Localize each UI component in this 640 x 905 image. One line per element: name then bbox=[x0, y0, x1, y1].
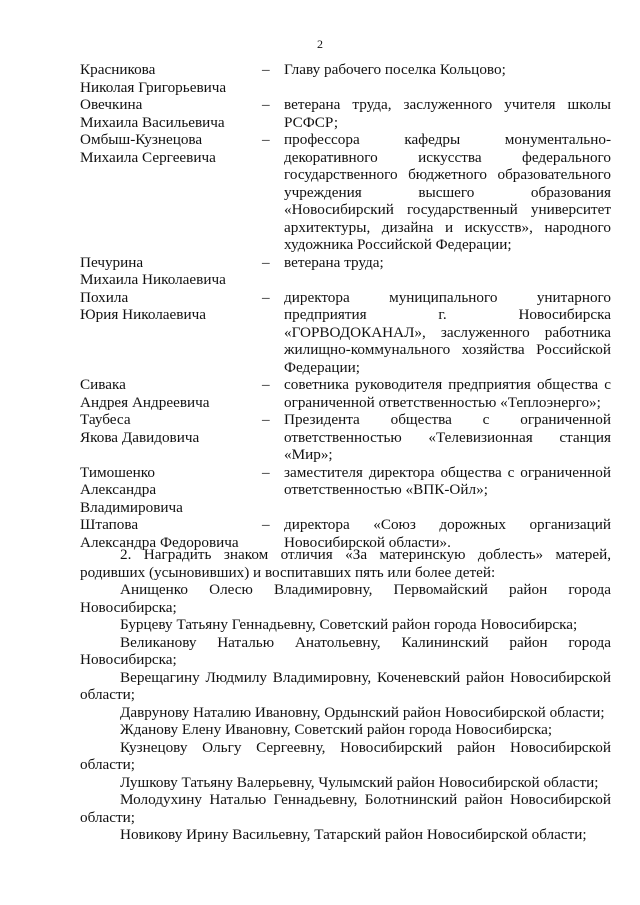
award-entry bbox=[80, 254, 611, 289]
recipient-given-names: Михаила Васильевича bbox=[80, 113, 225, 131]
dash-separator: – bbox=[262, 463, 270, 481]
recipient-title: заместителя директора общества с ограниченной ответственностью «ВПК-Ойл»; bbox=[284, 463, 611, 498]
mother-entry: Великанову Наталью Анатольевну, Калининский район города Новосибирска; bbox=[80, 633, 611, 668]
recipient-name bbox=[80, 376, 262, 411]
dash-separator: – bbox=[262, 516, 270, 533]
recipient-surname: Омбыш-Кузнецова bbox=[80, 131, 203, 148]
mother-entry: Жданову Елену Ивановну, Советский район города Новосибирска; bbox=[120, 721, 553, 738]
mother-entry: Даврунову Наталию Ивановну, Ордынский район Новосибирской области; bbox=[120, 703, 605, 721]
dash-separator: – bbox=[262, 376, 270, 393]
recipient-name bbox=[80, 254, 262, 289]
page-number: 2 bbox=[317, 37, 323, 51]
recipient-given-names: Андрея Андреевича bbox=[80, 393, 210, 411]
award-entry bbox=[80, 131, 611, 254]
recipient-name bbox=[80, 96, 262, 131]
section-2-intro: 2. Наградить знаком отличия «За материнскую доблесть» матерей, родивших (усыновивших) и воспитавших пять или более детей: bbox=[80, 546, 611, 581]
award-entry bbox=[80, 464, 611, 517]
recipient-given-names: Александра Федоровича bbox=[80, 533, 239, 551]
recipient-given-names: Юрия Николаевича bbox=[80, 306, 206, 323]
recipient-title: ветерана труда; bbox=[284, 253, 384, 271]
recipient-name bbox=[80, 131, 262, 254]
recipient-title: профессора кафедры монументально-декоративного искусства федерального государственного бюджетного образовательного учреждения высшего образования «Новосибирский государственный университет архитектуры, дизайна и искусств», народного художника Российской Федерации; bbox=[284, 131, 611, 253]
mother-entry: Лушкову Татьяну Валерьевну, Чулымский район Новосибирской области; bbox=[120, 773, 599, 791]
recipient-surname: Штапова bbox=[80, 516, 139, 533]
recipient-name bbox=[80, 61, 262, 96]
mother-entry: Бурцеву Татьяну Геннадьевну, Советский район города Новосибирска; bbox=[120, 616, 578, 633]
recipient-surname: Печурина bbox=[80, 253, 144, 271]
mother-entry: Верещагину Людмилу Владимировну, Коченевский район Новосибирской области; bbox=[80, 668, 611, 703]
mother-entry: Новикову Ирину Васильевну, Татарский район Новосибирской области; bbox=[120, 826, 587, 843]
recipient-surname: Похила bbox=[80, 288, 129, 306]
recipient-given-names: Якова Давидовича bbox=[80, 428, 200, 446]
dash-separator: – bbox=[262, 288, 270, 306]
section-2 bbox=[80, 546, 611, 844]
dash-separator: – bbox=[262, 96, 270, 113]
recipient-title: советника руководителя предприятия общества с ограниченной ответственностью «Теплоэнерго»; bbox=[284, 376, 611, 411]
recipient-title: Главу рабочего поселка Кольцово; bbox=[284, 61, 506, 78]
recipient-surname: Овечкина bbox=[80, 96, 143, 113]
award-entry bbox=[80, 376, 611, 411]
dash-separator: – bbox=[262, 411, 270, 428]
recipient-given-names: Михаила Николаевича bbox=[80, 271, 226, 288]
recipient-name bbox=[80, 464, 262, 517]
award-entry bbox=[80, 96, 611, 131]
recipient-given-names: Александра Владимировича bbox=[80, 481, 183, 516]
recipient-name bbox=[80, 411, 262, 464]
award-entry bbox=[80, 411, 611, 464]
mother-entry: Кузнецову Ольгу Сергеевну, Новосибирский район Новосибирской области; bbox=[80, 738, 611, 773]
recipient-surname: Красникова bbox=[80, 61, 156, 78]
award-entry bbox=[80, 61, 611, 96]
recipient-title: директора «Союз дорожных организаций Новосибирской области». bbox=[284, 516, 611, 551]
dash-separator: – bbox=[262, 61, 270, 78]
recipient-given-names: Михаила Сергеевича bbox=[80, 148, 216, 166]
award-entry bbox=[80, 289, 611, 377]
dash-separator: – bbox=[262, 131, 270, 148]
recipient-title: Президента общества с ограниченной ответственностью «Телевизионная станция «Мир»; bbox=[284, 411, 611, 463]
recipient-surname: Тимошенко bbox=[80, 463, 155, 481]
recipient-name bbox=[80, 289, 262, 377]
mother-entry: Анищенко Олесю Владимировну, Первомайский район города Новосибирска; bbox=[80, 581, 611, 616]
recipient-given-names: Николая Григорьевича bbox=[80, 78, 227, 96]
recipient-title: директора муниципального унитарного предприятия г. Новосибирска «ГОРВОДОКАНАЛ», заслуженного работника жилищно-коммунального хозяйства Российской Федерации; bbox=[284, 288, 611, 376]
mother-entry: Молодухину Наталью Геннадьевну, Болотнинский район Новосибирской области; bbox=[80, 791, 611, 826]
recipient-surname: Таубеса bbox=[80, 411, 131, 428]
award-list bbox=[80, 61, 611, 551]
dash-separator: – bbox=[262, 253, 270, 271]
recipient-title: ветерана труда, заслуженного учителя школы РСФСР; bbox=[284, 96, 611, 131]
recipient-surname: Сивака bbox=[80, 376, 126, 393]
